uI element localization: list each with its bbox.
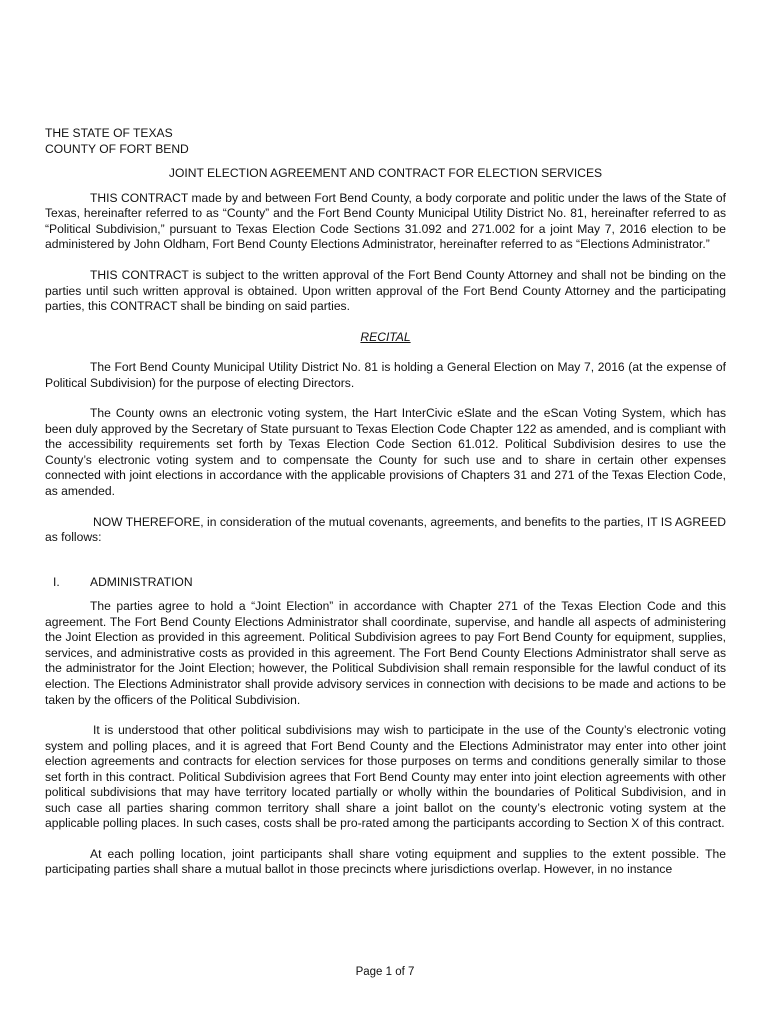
recital-heading: RECITAL <box>360 329 411 344</box>
paragraph-joint-election: The parties agree to hold a “Joint Election” in accordance with Chapter 271 of the Texas Election Code and this agreement. The Fort Bend County Elections Administrator shall coordinate, supervise, and handle all aspects of administering the Joint Election as provided in this agreement. Political Subdivision agrees to pay Fort Bend County for equipment, supplies, services, and administrative costs as provided in this agreement. The Fort Bend County Elections Administrator shall serve as the administrator for the Joint Election; however, the Political Subdivision shall remain responsible for the lawful conduct of its election. The Elections Administrator shall provide advisory services in connection with decisions to be made and actions to be taken by the officers of the Political Subdivision. <box>45 599 726 707</box>
paragraph-contract-approval: THIS CONTRACT is subject to the written approval of the Fort Bend County Attorney and shall not be binding on the parties until such written approval is obtained. Upon written approval of the Fort Bend County Attorney and the participating parties, this CONTRACT shall be binding on said parties. <box>45 267 726 314</box>
section-number: I. <box>53 574 60 589</box>
paragraph-polling-location: At each polling location, joint participants shall share voting equipment and supplies to the extent possible. The participating parties shall share a mutual ballot in those precincts where jurisdictions overlap. However, in no instance <box>45 846 726 877</box>
paragraph-other-subdivisions: It is understood that other political subdivisions may wish to participate in the use of the County’s electronic voting system and polling places, and it is agreed that Fort Bend County and the Elections Administrator may enter into other joint election agreements and contracts for election services for those purposes on terms and conditions generally similar to those set forth in this contract. Political Subdivision agrees that Fort Bend County may enter into joint election agreements with other political subdivisions that may have territory located partially or wholly within the boundaries of Political Subdivision, and in such case all parties sharing common territory shall share a joint ballot on the county’s electronic voting system at the applicable polling places. In such cases, costs shall be pro-rated among the participants according to Section X of this contract. <box>45 723 726 831</box>
paragraph-contract-parties: THIS CONTRACT made by and between Fort Bend County, a body corporate and politic under the laws of the State of Texas, hereinafter referred to as “County” and the Fort Bend County Municipal Utility District No. 81, hereinafter referred to as “Political Subdivision,” pursuant to Texas Election Code Sections 31.092 and 271.002 for a joint May 7, 2016 election to be administered by John Oldham, Fort Bend County Elections Administrator, hereinafter referred to as “Elections Administrator.” <box>45 190 726 252</box>
document-body <box>45 126 726 878</box>
header-county: COUNTY OF FORT BEND <box>45 141 189 156</box>
paragraph-now-therefore: NOW THEREFORE, in consideration of the mutual covenants, agreements, and benefits to the parties, IT IS AGREED as follows: <box>45 514 726 545</box>
section-title: ADMINISTRATION <box>90 574 193 589</box>
section-heading-administration <box>45 575 726 591</box>
paragraph-voting-system: The County owns an electronic voting system, the Hart InterCivic eSlate and the eScan Voting System, which has been duly approved by the Secretary of State pursuant to Texas Election Code Chapter 122 as amended, and is compliant with the accessibility requirements set forth by Texas Election Code Section 61.012. Political Subdivision desires to use the County’s electronic voting system and to compensate the County for such use and to share in certain other expenses connected with joint elections in accordance with the applicable provisions of Chapters 31 and 271 of the Texas Election Code, as amended. <box>45 406 726 499</box>
header-state: THE STATE OF TEXAS <box>45 126 173 140</box>
document-title: JOINT ELECTION AGREEMENT AND CONTRACT FOR ELECTION SERVICES <box>168 166 603 181</box>
paragraph-general-election: The Fort Bend County Municipal Utility District No. 81 is holding a General Election on May 7, 2016 (at the expense of Political Subdivision) for the purpose of electing Directors. <box>45 360 726 390</box>
page-number: Page 1 of 7 <box>355 966 415 978</box>
